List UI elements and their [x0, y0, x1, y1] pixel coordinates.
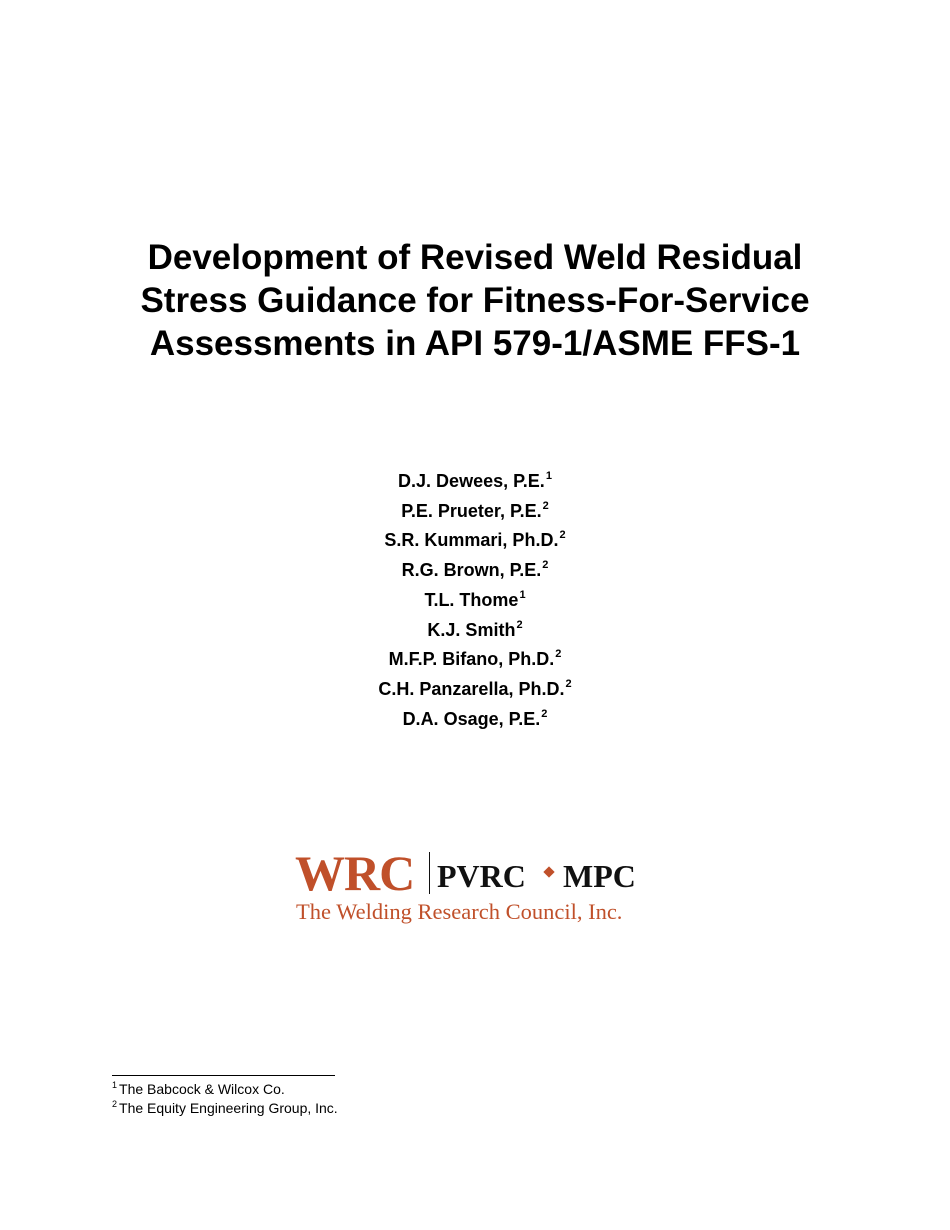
footnote-divider	[112, 1075, 335, 1076]
author-name: R.G. Brown, P.E.	[401, 560, 542, 581]
author-name: D.A. Osage, P.E.	[402, 708, 541, 729]
author-affiliation-mark: 1	[519, 588, 526, 601]
author-name: M.F.P. Bifano, Ph.D.	[388, 649, 555, 670]
author-name: K.J. Smith	[427, 619, 516, 640]
author	[0, 645, 950, 675]
logo-tagline: The Welding Research Council, Inc.	[296, 899, 623, 924]
author	[0, 497, 950, 527]
author-affiliation-mark: 2	[555, 648, 562, 661]
wrc-logo	[295, 846, 665, 930]
logo-wrc-text: WRC	[295, 845, 415, 901]
author	[0, 586, 950, 616]
author-affiliation-mark: 2	[516, 618, 523, 631]
footnotes	[112, 1080, 338, 1118]
title-line: Assessments in API 579-1/ASME FFS-1	[149, 324, 801, 363]
author-name: T.L. Thome	[424, 589, 519, 610]
author	[0, 526, 950, 556]
author-affiliation-mark: 2	[565, 677, 572, 690]
author	[0, 675, 950, 705]
diamond-icon	[543, 866, 554, 877]
document-title	[0, 236, 950, 365]
footnote-mark: 2	[112, 1099, 118, 1109]
author-name: D.J. Dewees, P.E.	[398, 471, 545, 491]
footnote-mark: 1	[112, 1080, 118, 1090]
footnote	[112, 1099, 338, 1118]
author	[0, 467, 950, 497]
title-line: Stress Guidance for Fitness-For-Service	[140, 281, 810, 320]
author	[0, 616, 950, 646]
logo-divider	[429, 852, 430, 894]
logo-mpc-text: MPC	[563, 858, 636, 894]
author	[0, 556, 950, 586]
footnote-text: The Equity Engineering Group, Inc.	[119, 1100, 338, 1116]
author-list	[0, 467, 950, 734]
author-affiliation-mark: 1	[545, 470, 552, 482]
author-name: S.R. Kummari, Ph.D.	[384, 530, 559, 551]
footnote-text: The Babcock & Wilcox Co.	[119, 1081, 285, 1097]
title-line: Development of Revised Weld Residual	[147, 238, 803, 277]
author-name: C.H. Panzarella, Ph.D.	[378, 678, 565, 699]
author-affiliation-mark: 2	[559, 529, 566, 542]
logo-pvrc-text: PVRC	[437, 858, 526, 894]
author-affiliation-mark: 2	[542, 499, 549, 512]
footnote	[112, 1080, 338, 1099]
author-affiliation-mark: 2	[542, 559, 549, 572]
author-affiliation-mark: 2	[541, 707, 548, 720]
author-name: P.E. Prueter, P.E.	[401, 500, 542, 521]
author	[0, 705, 950, 735]
